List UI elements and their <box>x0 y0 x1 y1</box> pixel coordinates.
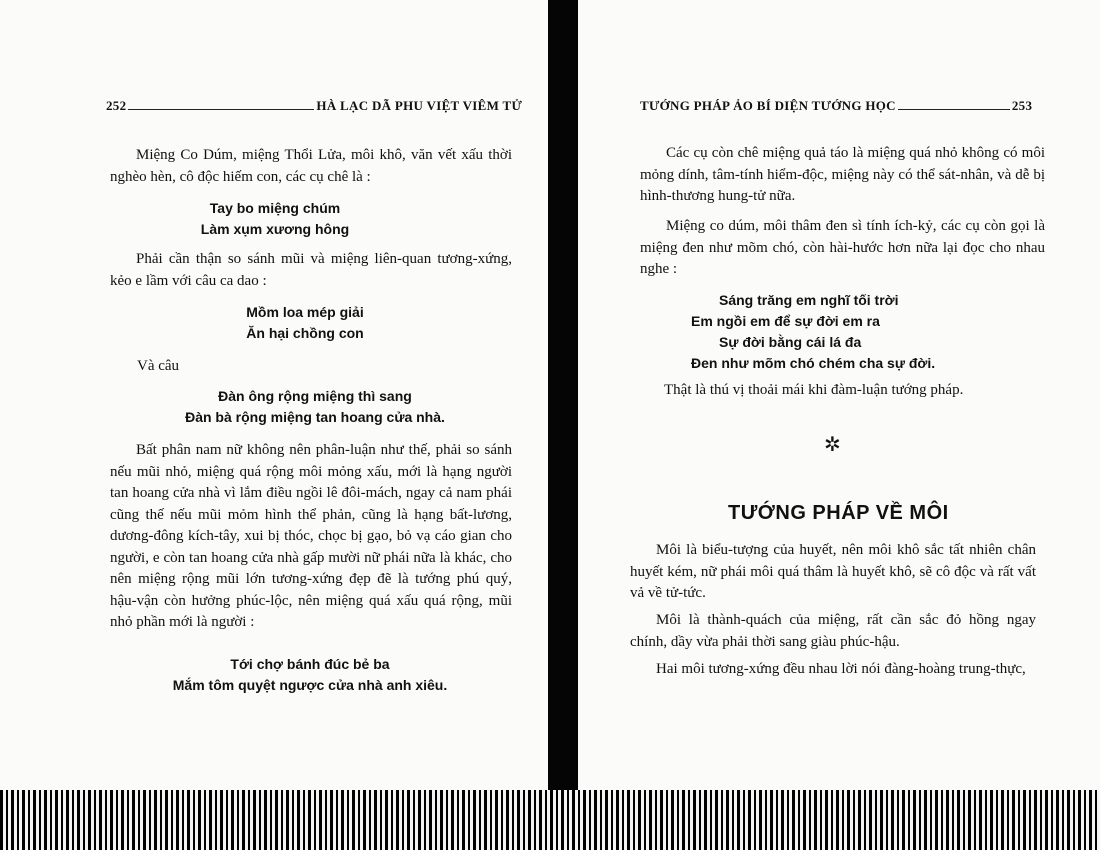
right-page <box>578 0 1100 790</box>
left-verse-3 <box>115 386 515 428</box>
left-verse-4 <box>110 654 510 696</box>
verse-line: Em ngồi em để sự đời em ra <box>691 313 880 329</box>
right-paragraph-2: Miệng co dúm, môi thâm đen sì tính ích-kỷ, các cụ còn gọi là miệng đen như mõm chó, còn hài-hước hơn nữa lại đọc cho nhau nghe : <box>640 218 1045 277</box>
right-paragraph-3: Thật là thú vị thoải mái khi đàm-luận tướng pháp. <box>664 382 964 398</box>
left-paragraph-2: Phải cần thận so sánh mũi và miệng liên-quan tương-xứng, kẻo e lầm với câu ca dao : <box>110 251 512 289</box>
right-paragraph-1: Các cụ còn chê miệng quả táo là miệng quá nhỏ không có môi mỏng dính, tâm-tính hiểm-độc, miệng này có thể sát-nhân, và dễ bị hình-thương hung-tử nữa. <box>640 145 1045 204</box>
left-page-number: 252 <box>106 98 127 113</box>
right-paragraph-6: Hai môi tương-xứng đều nhau lời nói đàng-hoàng trung-thực, <box>656 661 1026 677</box>
verse-line: Tới chợ bánh đúc bẻ ba <box>230 656 390 672</box>
header-rule <box>128 108 314 110</box>
left-paragraph-3: Bất phân nam nữ không nên phân-luận như thế, phải so sánh nếu mũi nhỏ, miệng quá rộng môi mỏng xấu, mới là hạng người tan hoang cửa nhà vì lắm điều ngồi lê đôi-mách, ngay cả nam phái cũng thế nếu mũi mỏm hình thể phản, cũng là hạng bất-lương, dương-đông kích-tây, xui bị thóc, chọc bị gạo, bỏ vạ cáo gian cho người, e còn tan hoang cửa nhà gấp mười nữ phái nữa là khác, cho nên miệng rộng mũi lớn tương-xứng đẹp đẽ là tướng phú quý, hậu-vận còn hưởng phúc-lộc, nên miệng quá xấu quá rộng, mũi nhỏ phần mới là người : <box>110 442 512 630</box>
right-page-number: 253 <box>1011 98 1033 113</box>
right-verse-1 <box>673 290 973 374</box>
header-rule <box>898 108 1010 110</box>
left-page <box>0 0 548 790</box>
verse-line: Đàn ông rộng miệng thì sang <box>218 388 412 404</box>
left-verse-1 <box>110 198 440 240</box>
book-gutter <box>548 0 578 790</box>
right-header-title: TƯỚNG PHÁP ẢO BÍ DIỆN TƯỚNG HỌC <box>640 98 896 113</box>
scan-edge-strip <box>0 790 1100 850</box>
verse-line: Sự đời bằng cái lá đa <box>719 334 862 350</box>
verse-line: Đen như mõm chó chém cha sự đời. <box>691 355 936 371</box>
verse-line: Mắm tôm quyệt ngược cửa nhà anh xiêu. <box>172 677 448 693</box>
verse-line: Làm xụm xương hông <box>200 221 350 237</box>
verse-line: Tay bo miệng chúm <box>209 200 341 216</box>
verse-line: Ăn hại chồng con <box>246 325 364 341</box>
left-running-head <box>106 98 522 114</box>
flower-ornament-icon: ✲ <box>824 434 841 456</box>
right-paragraph-5: Môi là thành-quách của miệng, rất cần sắc đỏ hồng ngay chính, dầy vừa phải thời sang giàu phúc-hậu. <box>630 612 1036 650</box>
verse-line: Sáng trăng em nghĩ tối trời <box>719 292 899 308</box>
left-verse-2 <box>140 302 470 344</box>
right-paragraph-4: Môi là biểu-tượng của huyết, nên môi khô sắc tất nhiên chân huyết kém, nữ phái môi quá thâm là huyết khô, sẽ cô độc và rất vất vả về tử-tức. <box>630 542 1036 601</box>
section-title: TƯỚNG PHÁP VỀ MÔI <box>728 502 949 524</box>
left-va-cau: Và câu <box>137 358 180 374</box>
left-header-title: HÀ LẠC DÃ PHU VIỆT VIÊM TỬ <box>316 98 523 113</box>
left-paragraph-1: Miệng Co Dúm, miệng Thổi Lửa, môi khô, văn vết xấu thời nghèo hèn, cô độc hiếm con, các cụ chê là : <box>110 147 512 185</box>
verse-line: Đàn bà rộng miệng tan hoang cửa nhà. <box>185 409 445 425</box>
right-running-head <box>640 98 1032 114</box>
verse-line: Mồm loa mép giải <box>246 304 364 320</box>
